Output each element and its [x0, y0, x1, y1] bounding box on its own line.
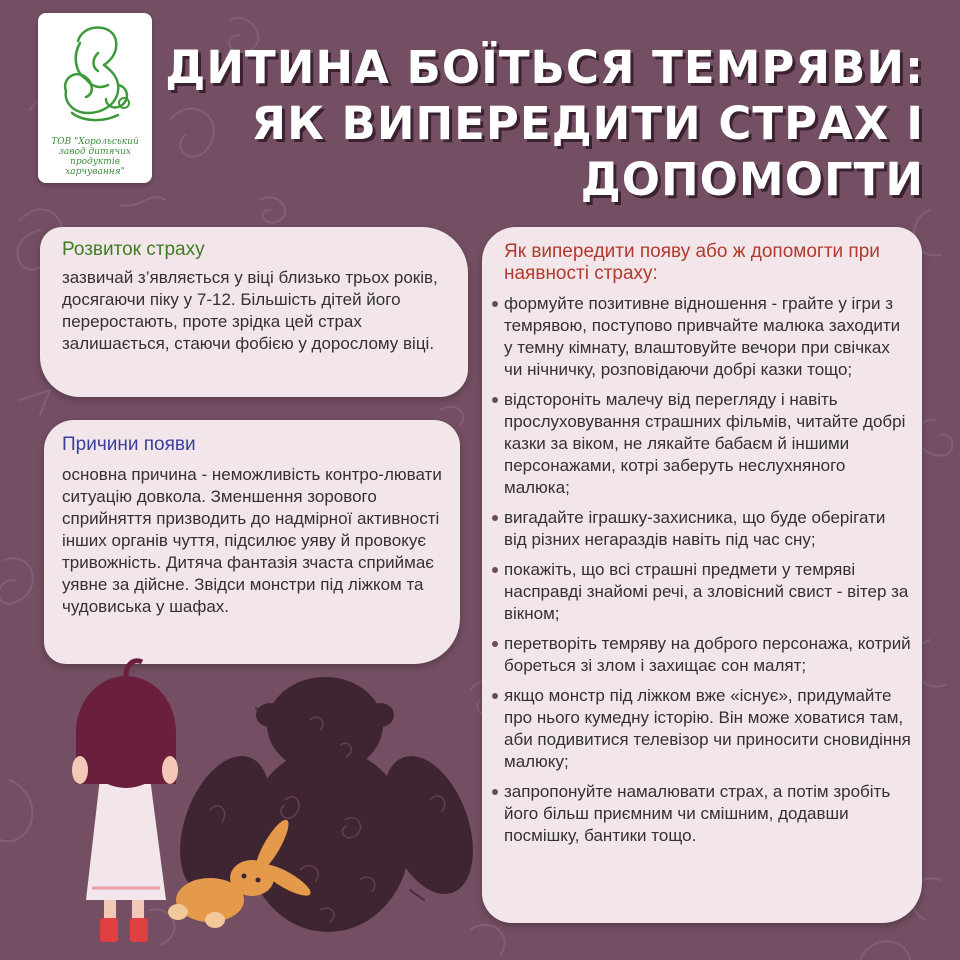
causes-text: основна причина - неможливість контро-лювати ситуацію довкола. Зменшення зорового сприйняття призводить до надмірної активності інших органів чуття, підсилює уяву й провокує тривожність. Дитяча фантазія зчаста сприймає уявне за дійсне. Звідси монстри під ліжком та чудовиська у шафах. — [62, 465, 442, 616]
help-heading: Як випередити появу або ж допомогти при наявності страху: — [504, 241, 880, 284]
list-item-text: запропонуйте намалювати страх, а потім зробіть його більш приємним чи смішним, додавши посмішку, бантики тощо. — [504, 782, 891, 845]
bullet-icon — [492, 301, 498, 307]
bullet-icon — [492, 515, 498, 521]
list-item-text: покажіть, що всі страшні предмети у темряві насправді знайомі речі, а зловісний свист - вітер за вікном; — [504, 560, 909, 623]
page-title: ДИТИНА БОЇТЬСЯ ТЕМРЯВИ: ЯК ВИПЕРЕДИТИ СТРАХ І ДОПОМОГТИ — [165, 41, 924, 206]
list-item — [492, 559, 912, 625]
development-card — [40, 227, 468, 397]
bullet-icon — [492, 641, 498, 647]
child-and-shadow-monster-illustration — [60, 650, 480, 960]
bullet-icon — [492, 789, 498, 795]
list-item-text: вигадайте іграшку-захисника, що буде оберігати від різних негараздів навіть під час сну; — [504, 508, 886, 549]
list-item — [492, 293, 912, 381]
list-item — [492, 507, 912, 551]
list-item-text: якщо монстр під ліжком вже «існує», придумайте про нього кумедну історію. Він може ховатися там, аби подивитися телевізор чи приносити сновидіння малюку; — [504, 686, 911, 771]
bullet-icon — [492, 397, 498, 403]
list-item-text: формуйте позитивне відношення - грайте у ігри з темрявою, поступово привчайте малюка заходити у темну кімнату, влаштовуйте вечори при свічках чи нічничку, розповідаючи добрі казки тощо; — [504, 294, 901, 379]
company-logo — [38, 13, 152, 183]
list-item — [492, 685, 912, 773]
mother-child-icon — [38, 13, 152, 137]
list-item-text: перетворіть темряву на доброго персонажа, котрий бореться зі злом і захищає сон малят; — [504, 634, 911, 675]
development-text: зазвичай з’являється у віці близько трьох років, досягаючи піку у 7-12. Більшість дітей його переростають, проте зрідка цей страх залишається, стаючи фобією у дорослому віці. — [62, 268, 438, 353]
causes-card — [44, 420, 460, 664]
list-item-text: відстороніть малечу від перегляду і навіть прослуховування страшних фільмів, читайте добрі казки за віком, не лякайте бабаєм й іншими персонажами, котрі заберуть неслухняного малюка; — [504, 390, 906, 497]
list-item — [492, 633, 912, 677]
help-card — [482, 227, 922, 923]
help-list — [492, 293, 912, 855]
list-item — [492, 389, 912, 499]
development-heading: Розвиток страху — [62, 239, 205, 260]
bullet-icon — [492, 567, 498, 573]
causes-heading: Причини появи — [62, 434, 196, 455]
logo-company-name: ТОВ "Хорольський завод дитячих продуктів харчування" — [51, 137, 139, 177]
child-figure — [72, 661, 178, 942]
list-item — [492, 781, 912, 847]
bullet-icon — [492, 693, 498, 699]
